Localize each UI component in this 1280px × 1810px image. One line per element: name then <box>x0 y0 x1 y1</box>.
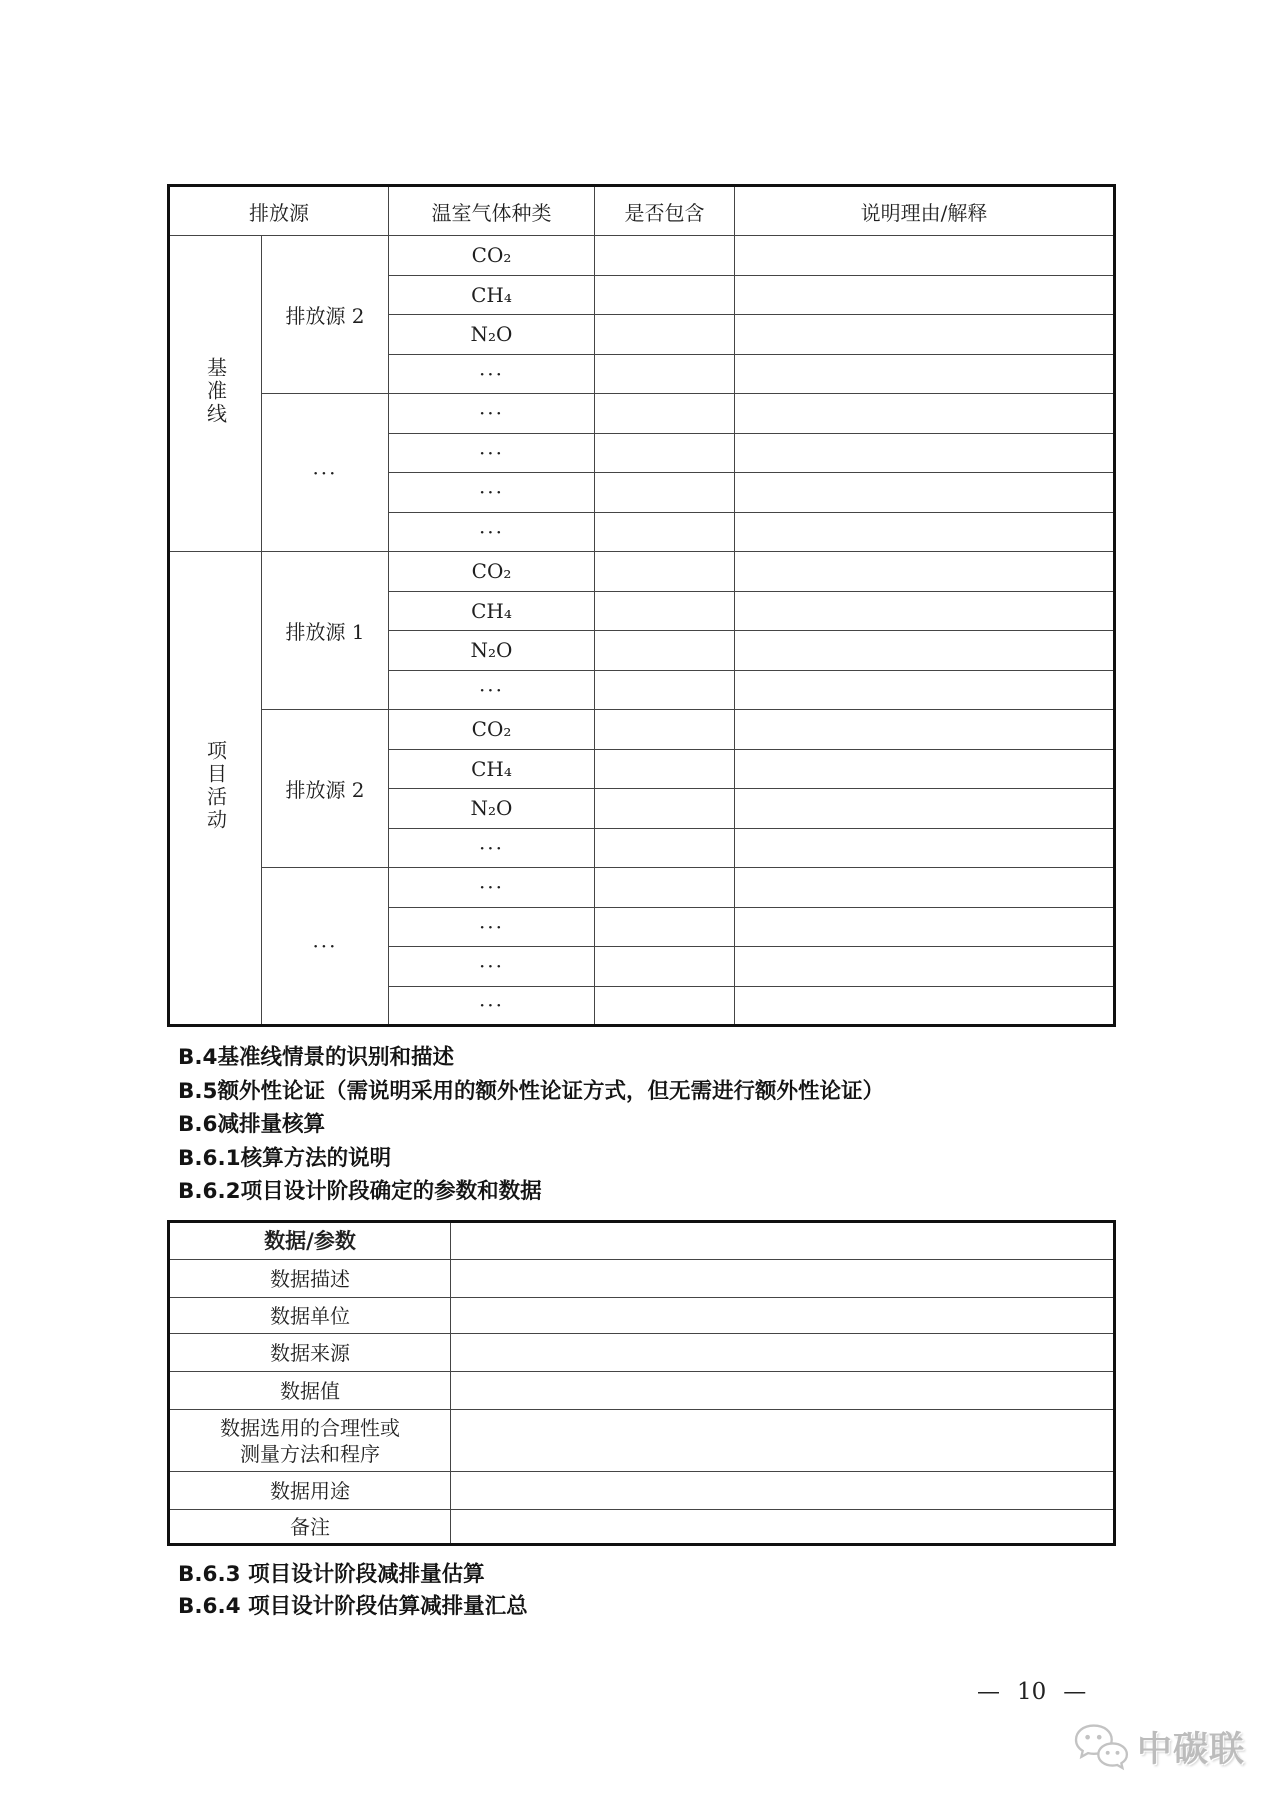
label-cell: 数据描述 <box>169 1260 451 1298</box>
reason-cell <box>735 907 1115 947</box>
value-cell <box>451 1222 1115 1260</box>
table-row <box>169 1222 1115 1260</box>
value-cell <box>451 1410 1115 1472</box>
included-cell <box>595 631 735 671</box>
value-cell <box>451 1334 1115 1372</box>
gas-cell: CH₄ <box>389 591 595 631</box>
reason-cell <box>735 868 1115 908</box>
table-row <box>169 1334 1115 1372</box>
reason-cell <box>735 433 1115 473</box>
label-cell: 备注 <box>169 1510 451 1545</box>
value-cell <box>451 1510 1115 1545</box>
reason-cell <box>735 315 1115 355</box>
table-header-row <box>169 186 1115 236</box>
included-cell <box>595 789 735 829</box>
heading-b5: B.5额外性论证（需说明采用的额外性论证方式，但无需进行额外性论证） <box>178 1078 885 1104</box>
reason-cell <box>735 354 1115 394</box>
scenario-label: 基准线 <box>203 356 228 426</box>
reason-cell <box>735 473 1115 513</box>
source-cell: ··· <box>262 394 389 552</box>
brand-watermark <box>1072 1722 1245 1772</box>
heading-b6-4: B.6.4 项目设计阶段估算减排量汇总 <box>178 1593 528 1619</box>
chat-bubbles-icon <box>1072 1722 1130 1772</box>
label-cell-two-line <box>169 1410 451 1472</box>
reason-cell <box>735 947 1115 987</box>
header-emission-source: 排放源 <box>169 186 389 236</box>
table-row <box>169 1472 1115 1510</box>
brand-name: 中碳联 <box>1137 1730 1246 1770</box>
table-row <box>169 236 1115 276</box>
included-cell <box>595 986 735 1026</box>
gas-cell: ··· <box>389 828 595 868</box>
gas-cell: ··· <box>389 354 595 394</box>
gas-cell: N₂O <box>389 631 595 671</box>
emission-sources-table <box>167 184 1116 1027</box>
page-number <box>977 1679 1086 1705</box>
included-cell <box>595 236 735 276</box>
gas-cell: ··· <box>389 512 595 552</box>
included-cell <box>595 591 735 631</box>
included-cell <box>595 749 735 789</box>
included-cell <box>595 433 735 473</box>
reason-cell <box>735 512 1115 552</box>
table-row <box>169 394 1115 434</box>
included-cell <box>595 394 735 434</box>
reason-cell <box>735 710 1115 750</box>
included-cell <box>595 868 735 908</box>
page-number-value: 10 <box>1017 1679 1047 1705</box>
source-cell: 排放源 1 <box>262 552 389 710</box>
included-cell <box>595 552 735 592</box>
gas-cell: CO₂ <box>389 710 595 750</box>
reason-cell <box>735 749 1115 789</box>
data-parameter-header-cell: 数据/参数 <box>169 1222 451 1260</box>
page-number-dash-right: — <box>1063 1679 1087 1705</box>
gas-cell: CH₄ <box>389 275 595 315</box>
scenario-cell-project <box>169 552 262 1026</box>
included-cell <box>595 473 735 513</box>
included-cell <box>595 710 735 750</box>
heading-b6: B.6减排量核算 <box>178 1112 326 1137</box>
table-row <box>169 1410 1115 1472</box>
gas-cell: ··· <box>389 473 595 513</box>
label-line-1: 数据选用的合理性或 <box>220 1415 400 1440</box>
value-cell <box>451 1472 1115 1510</box>
gas-cell: CO₂ <box>389 236 595 276</box>
header-included: 是否包含 <box>595 186 735 236</box>
section-headings-block <box>178 1041 1078 1209</box>
source-cell: 排放源 2 <box>262 710 389 868</box>
reason-cell <box>735 828 1115 868</box>
reason-cell <box>735 275 1115 315</box>
table-row <box>169 1372 1115 1410</box>
table-row <box>169 1510 1115 1545</box>
label-cell: 数据值 <box>169 1372 451 1410</box>
scenario-label: 项目活动 <box>203 739 228 832</box>
value-cell <box>451 1260 1115 1298</box>
table-row <box>169 552 1115 592</box>
reason-cell <box>735 591 1115 631</box>
reason-cell <box>735 394 1115 434</box>
included-cell <box>595 947 735 987</box>
gas-cell: N₂O <box>389 315 595 355</box>
value-cell <box>451 1372 1115 1410</box>
header-reason: 说明理由/解释 <box>735 186 1115 236</box>
label-cell: 数据单位 <box>169 1298 451 1334</box>
source-cell: 排放源 2 <box>262 236 389 394</box>
gas-cell: CO₂ <box>389 552 595 592</box>
gas-cell: ··· <box>389 907 595 947</box>
gas-cell: N₂O <box>389 789 595 829</box>
data-parameter-table <box>167 1220 1116 1546</box>
label-cell: 数据用途 <box>169 1472 451 1510</box>
section-headings-block-2 <box>178 1559 1078 1622</box>
label-cell: 数据来源 <box>169 1334 451 1372</box>
included-cell <box>595 315 735 355</box>
gas-cell: ··· <box>389 868 595 908</box>
header-gas-type: 温室气体种类 <box>389 186 595 236</box>
included-cell <box>595 670 735 710</box>
reason-cell <box>735 670 1115 710</box>
table-row <box>169 1260 1115 1298</box>
gas-cell: ··· <box>389 433 595 473</box>
label-line-2: 测量方法和程序 <box>240 1441 380 1466</box>
table-row <box>169 868 1115 908</box>
heading-b6-3: B.6.3 项目设计阶段减排量估算 <box>178 1562 485 1587</box>
gas-cell: ··· <box>389 394 595 434</box>
value-cell <box>451 1298 1115 1334</box>
included-cell <box>595 828 735 868</box>
heading-b6-2: B.6.2项目设计阶段确定的参数和数据 <box>178 1179 542 1204</box>
gas-cell: ··· <box>389 947 595 987</box>
heading-b6-1: B.6.1核算方法的说明 <box>178 1145 392 1171</box>
included-cell <box>595 512 735 552</box>
included-cell <box>595 354 735 394</box>
reason-cell <box>735 631 1115 671</box>
gas-cell: ··· <box>389 670 595 710</box>
scenario-cell-baseline <box>169 236 262 552</box>
reason-cell <box>735 552 1115 592</box>
table-row <box>169 710 1115 750</box>
reason-cell <box>735 986 1115 1026</box>
gas-cell: ··· <box>389 986 595 1026</box>
page-number-dash-left: — <box>977 1679 1000 1705</box>
heading-b4: B.4基准线情景的识别和描述 <box>178 1045 455 1070</box>
reason-cell <box>735 789 1115 829</box>
included-cell <box>595 275 735 315</box>
included-cell <box>595 907 735 947</box>
source-cell: ··· <box>262 868 389 1026</box>
gas-cell: CH₄ <box>389 749 595 789</box>
table-row <box>169 1298 1115 1334</box>
reason-cell <box>735 236 1115 276</box>
